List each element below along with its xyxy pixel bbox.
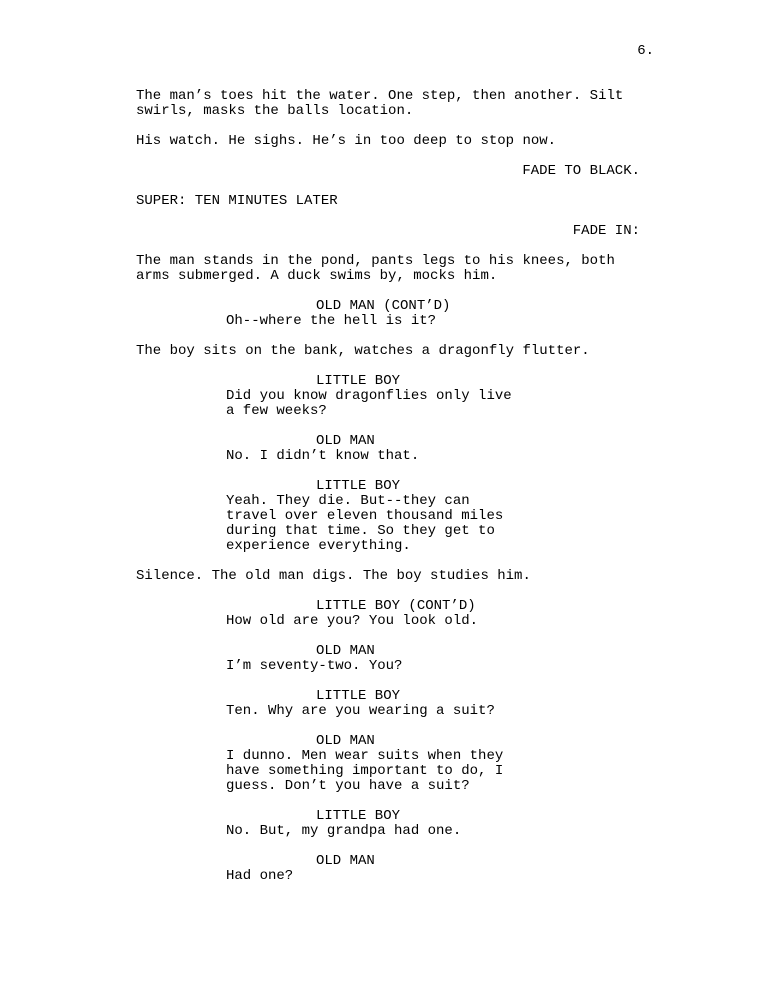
action-line: The man’s toes hit the water. One step, then another. Silt swirls, masks the balls location.: [136, 88, 624, 119]
super-title: SUPER: TEN MINUTES LATER: [136, 193, 338, 209]
dialogue-line: Oh--where the hell is it?: [226, 313, 437, 329]
dialogue-block: [136, 734, 656, 794]
dialogue-block: [136, 374, 656, 419]
dialogue-line: How old are you? You look old.: [226, 613, 479, 629]
dialogue-line: No. But, my grandpa had one.: [226, 823, 462, 839]
character-name: LITTLE BOY: [316, 478, 401, 494]
character-name: LITTLE BOY: [316, 373, 401, 389]
dialogue-line: Ten. Why are you wearing a suit?: [226, 703, 495, 719]
character-name: LITTLE BOY: [316, 808, 401, 824]
character-name: OLD MAN: [316, 853, 375, 869]
action-line: The boy sits on the bank, watches a dragonfly flutter.: [136, 343, 590, 359]
character-name: OLD MAN: [316, 733, 375, 749]
character-name: LITTLE BOY: [316, 688, 401, 704]
dialogue-block: [136, 689, 656, 719]
dialogue-block: [136, 809, 656, 839]
dialogue-block: [136, 599, 656, 629]
character-name: LITTLE BOY (CONT’D): [316, 598, 476, 614]
dialogue-block: [136, 479, 656, 554]
dialogue-line: No. I didn’t know that.: [226, 448, 420, 464]
action-line: His watch. He sighs. He’s in too deep to stop now.: [136, 133, 557, 149]
dialogue-line: I’m seventy-two. You?: [226, 658, 403, 674]
dialogue-block: [136, 434, 656, 464]
dialogue-line: Yeah. They die. But--they can travel over eleven thousand miles during that time. So they get to experience everything.: [226, 493, 504, 554]
character-name: OLD MAN (CONT’D): [316, 298, 451, 314]
transition: FADE TO BLACK.: [522, 163, 640, 179]
action-line: The man stands in the pond, pants legs to his knees, both arms submerged. A duck swims by, mocks him.: [136, 253, 615, 284]
dialogue-block: [136, 854, 656, 884]
script-body: [136, 89, 656, 899]
transition: FADE IN:: [572, 223, 640, 239]
page-number: 6.: [637, 43, 654, 59]
dialogue-block: [136, 299, 656, 329]
action-line: Silence. The old man digs. The boy studies him.: [136, 568, 531, 584]
character-name: OLD MAN: [316, 643, 375, 659]
dialogue-block: [136, 644, 656, 674]
dialogue-line: Had one?: [226, 868, 294, 884]
dialogue-line: Did you know dragonflies only live a few weeks?: [226, 388, 512, 419]
character-name: OLD MAN: [316, 433, 375, 449]
dialogue-line: I dunno. Men wear suits when they have something important to do, I guess. Don’t you have a suit?: [226, 748, 504, 794]
